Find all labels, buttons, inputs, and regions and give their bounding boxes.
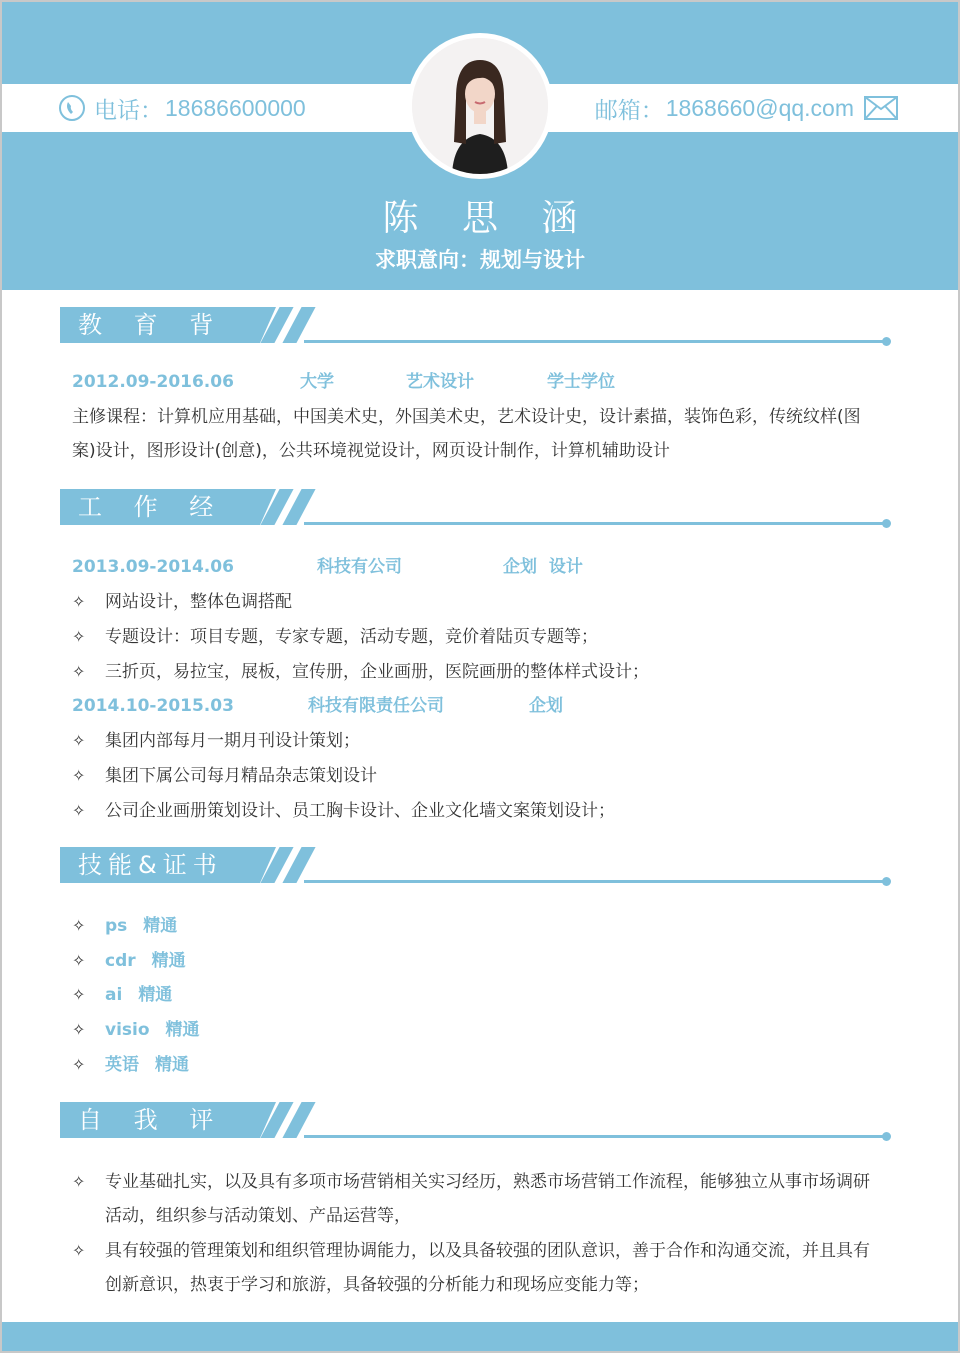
job-period: 2014.10-2015.03 — [72, 696, 234, 716]
bullet-icon: ✧ — [72, 1020, 86, 1039]
skill-name: ai — [105, 985, 123, 1005]
skill-level: 精通 — [143, 916, 178, 936]
footer-bar — [0, 1322, 960, 1353]
bullet-icon: ✧ — [72, 766, 86, 785]
bullet-icon: ✧ — [72, 592, 86, 611]
section-heading-self-eval — [60, 1102, 910, 1170]
bullet-icon: ✧ — [72, 951, 86, 970]
email-label: 邮箱： — [594, 96, 664, 123]
section-heading-education — [60, 307, 910, 375]
job-duty: 公司企业画册策划设计、员工胸卡设计、企业文化墙文案策划设计； — [105, 801, 615, 821]
edu-level: 大学 — [300, 372, 334, 392]
edu-degree: 学士学位 — [547, 372, 615, 392]
candidate-name: 陈 思 涵 — [382, 198, 594, 239]
section-divider — [304, 340, 884, 343]
skill-item — [105, 1013, 200, 1047]
bullet-icon: ✧ — [72, 1055, 86, 1074]
bullet-icon: ✧ — [72, 662, 86, 681]
phone-icon — [58, 94, 86, 122]
skill-name: ps — [105, 916, 128, 936]
bullet-icon: ✧ — [72, 916, 86, 935]
skill-name: cdr — [105, 951, 136, 971]
section-heading-skills — [60, 847, 910, 885]
skill-item — [105, 944, 186, 978]
job-company: 科技有公司 — [317, 557, 402, 577]
section-heading-work — [60, 489, 910, 557]
bullet-icon: ✧ — [72, 731, 86, 750]
mail-icon — [864, 96, 898, 120]
skill-level: 精通 — [151, 951, 186, 971]
email-address[interactable]: 1868660@qq.com — [665, 94, 854, 121]
self-eval-point: 具有较强的管理策划和组织管理协调能力，以及具备较强的团队意识，善于合作和沟通交流，并且具有创新意识，热衷于学习和旅游，具备较强的分析能力和现场应变能力等； — [105, 1241, 870, 1295]
job-period: 2013.09-2014.06 — [72, 557, 234, 577]
avatar — [412, 38, 548, 174]
job-duty: 集团下属公司每月精品杂志策划设计 — [105, 766, 377, 786]
skill-item — [105, 909, 177, 943]
edu-period: 2012.09-2016.06 — [72, 372, 234, 392]
skill-level: 精通 — [165, 1020, 200, 1040]
bullet-icon: ✧ — [72, 1241, 86, 1260]
skill-level: 精通 — [138, 985, 173, 1005]
section-divider — [304, 1135, 884, 1138]
phone-label: 电话： — [94, 96, 163, 123]
section-title: 自 我 评 价 — [60, 1102, 260, 1138]
job-duty: 专题设计：项目专题，专家专题，活动专题，竞价着陆页专题等； — [105, 627, 598, 647]
portrait-image — [412, 38, 548, 174]
bullet-icon: ✧ — [72, 1172, 86, 1191]
self-eval-point: 专业基础扎实，以及具有多项市场营销相关实习经历，熟悉市场营销工作流程，能够独立从事市场调研活动，组织参与活动策划、产品运营等， — [105, 1172, 870, 1226]
phone-number[interactable]: 18686600000 — [165, 94, 306, 121]
bullet-icon: ✧ — [72, 627, 86, 646]
section-divider — [304, 522, 884, 525]
skill-name: visio — [105, 1020, 150, 1040]
edu-major: 艺术设计 — [406, 372, 474, 392]
skill-level: 精通 — [155, 1055, 189, 1075]
section-title: 技能&证书 — [60, 847, 260, 883]
skill-item — [105, 1048, 189, 1082]
section-title: 工 作 经 历 — [60, 489, 260, 525]
skill-item — [105, 978, 172, 1012]
section-divider — [304, 880, 884, 883]
job-position: 企划 设计 — [503, 557, 583, 577]
email-contact — [595, 92, 898, 124]
job-position: 企划 — [529, 696, 563, 716]
edu-courses: 主修课程：计算机应用基础，中国美术史，外国美术史，艺术设计史，设计素描，装饰色彩，传统纹样(图案)设计，图形设计(创意)，公共环境视觉设计，网页设计制作，计算机辅助设计 — [72, 407, 861, 461]
bullet-icon: ✧ — [72, 801, 86, 820]
job-company: 科技有限责任公司 — [308, 696, 444, 716]
phone-contact — [58, 92, 306, 124]
job-duty: 网站设计，整体色调搭配 — [105, 592, 292, 612]
skill-name: 英语 — [105, 1055, 139, 1075]
job-objective: 求职意向：规划与设计 — [375, 248, 585, 272]
section-title: 教 育 背 景 — [60, 307, 260, 343]
bullet-icon: ✧ — [72, 985, 86, 1004]
job-duty: 集团内部每月一期月刊设计策划； — [105, 731, 360, 751]
job-duty: 三折页，易拉宝，展板，宣传册，企业画册，医院画册的整体样式设计； — [105, 662, 649, 682]
